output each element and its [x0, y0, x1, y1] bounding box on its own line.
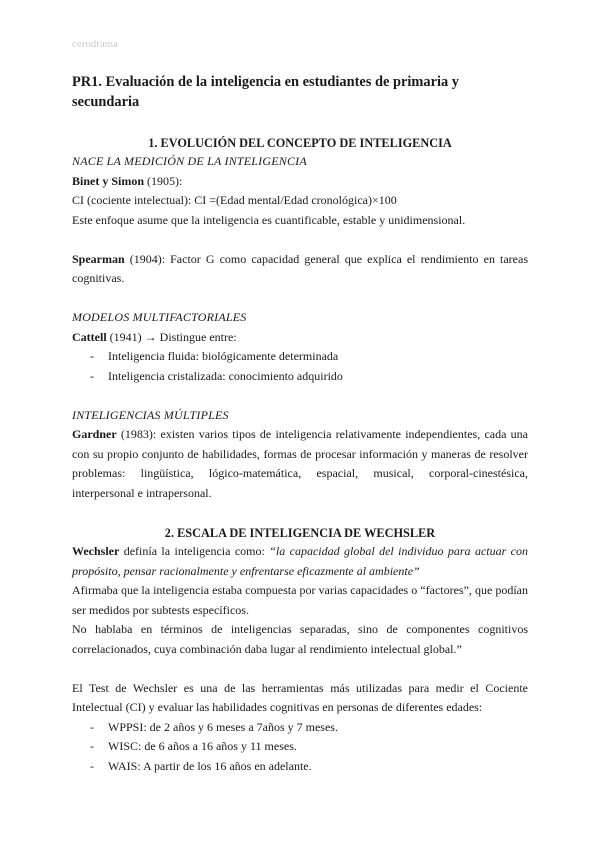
paragraph-ci-formula: CI (cociente intelectual): CI =(Edad mental/Edad cronológica)×100 — [72, 193, 397, 207]
author-wechsler: Wechsler — [72, 544, 120, 558]
author-cattell: Cattell — [72, 329, 107, 344]
cattell-list — [72, 347, 528, 386]
author-spearman: Spearman — [72, 251, 125, 266]
list-item: - Inteligencia fluida: biológicamente determinada — [72, 347, 528, 367]
list-item: - WPPSI: de 2 años y 6 meses a 7años y 7 meses. — [72, 718, 528, 738]
wechsler-tests-list — [72, 718, 528, 777]
wechsler-text: definía la inteligencia como: — [119, 544, 270, 558]
spearman-text: (1904): Factor G como capacidad general que explica el rendimiento en tareas cognitivas. — [72, 251, 528, 285]
paragraph-test-intro: El Test de Wechsler es una de las herramientas más utilizadas para medir el Cociente Intelectual (CI) y evaluar las habilidades cognitivas en personas de diferentes edades: — [72, 680, 528, 714]
list-item: - WAIS: A partir de los 16 años en adelante. — [72, 757, 528, 777]
paragraph-binet — [72, 172, 528, 192]
paragraph-no-hablaba: No hablaba en términos de inteligencias separadas, sino de componentes cognitivos correlacionados, cuya combinación daba lugar al rendimiento intelectual global.” — [72, 622, 528, 656]
subheading-multiples: INTELIGENCIAS MÚLTIPLES — [72, 407, 229, 422]
watermark: cerodrama — [72, 39, 119, 50]
dash-bullet: - — [90, 758, 94, 773]
cattell-text: (1941) → Distingue entre: — [106, 329, 237, 344]
paragraph-spearman — [72, 250, 528, 289]
author-gardner: Gardner — [72, 427, 117, 441]
wechsler-quote: “la capacidad global del individuo para actuar con propósito, pensar racionalmente y enfrentarse eficazmente al ambiente” — [72, 544, 528, 578]
dash-bullet: - — [90, 349, 94, 363]
list-item: - WISC: de 6 años a 16 años y 11 meses. — [72, 737, 528, 757]
paragraph-wechsler — [72, 542, 528, 581]
dash-bullet: - — [90, 739, 94, 753]
section-heading-wechsler: 2. ESCALA DE INTELIGENCIA DE WECHSLER — [164, 526, 436, 540]
section-heading-evolucion: 1. EVOLUCIÓN DEL CONCEPTO DE INTELIGENCIA — [148, 136, 452, 150]
paragraph-gardner — [72, 425, 528, 503]
paragraph-afirmaba: Afirmaba que la inteligencia estaba compuesta por varias capacidades o “factores”, que podían ser medidos por subtests específicos. — [72, 583, 528, 617]
author-binet: Binet y Simon — [72, 173, 145, 188]
document-body — [72, 72, 528, 776]
gardner-text: (1983): existen varios tipos de inteligencia relativamente independientes, cada una con su propio conjunto de habilidades, formas de procesar información y maneras de resolver problemas: lingüística, lógico-matemática, espacial, musical, corporal-cinestésica, interpersonal e intrapersonal. — [72, 427, 528, 500]
document-title: PR1. Evaluación de la inteligencia en estudiantes de primaria y secundaria — [72, 74, 459, 110]
paragraph-cattell — [72, 328, 528, 348]
dash-bullet: - — [90, 368, 94, 383]
binet-year: (1905): — [144, 173, 183, 188]
dash-bullet: - — [90, 719, 94, 734]
paragraph-enfoque: Este enfoque asume que la inteligencia es cuantificable, estable y unidimensional. — [72, 212, 466, 227]
subheading-medicion: NACE LA MEDICIÓN DE LA INTELIGENCIA — [72, 154, 307, 168]
list-item: - Inteligencia cristalizada: conocimiento adquirido — [72, 367, 528, 387]
subheading-multifactoriales: MODELOS MULTIFACTORIALES — [72, 310, 247, 324]
